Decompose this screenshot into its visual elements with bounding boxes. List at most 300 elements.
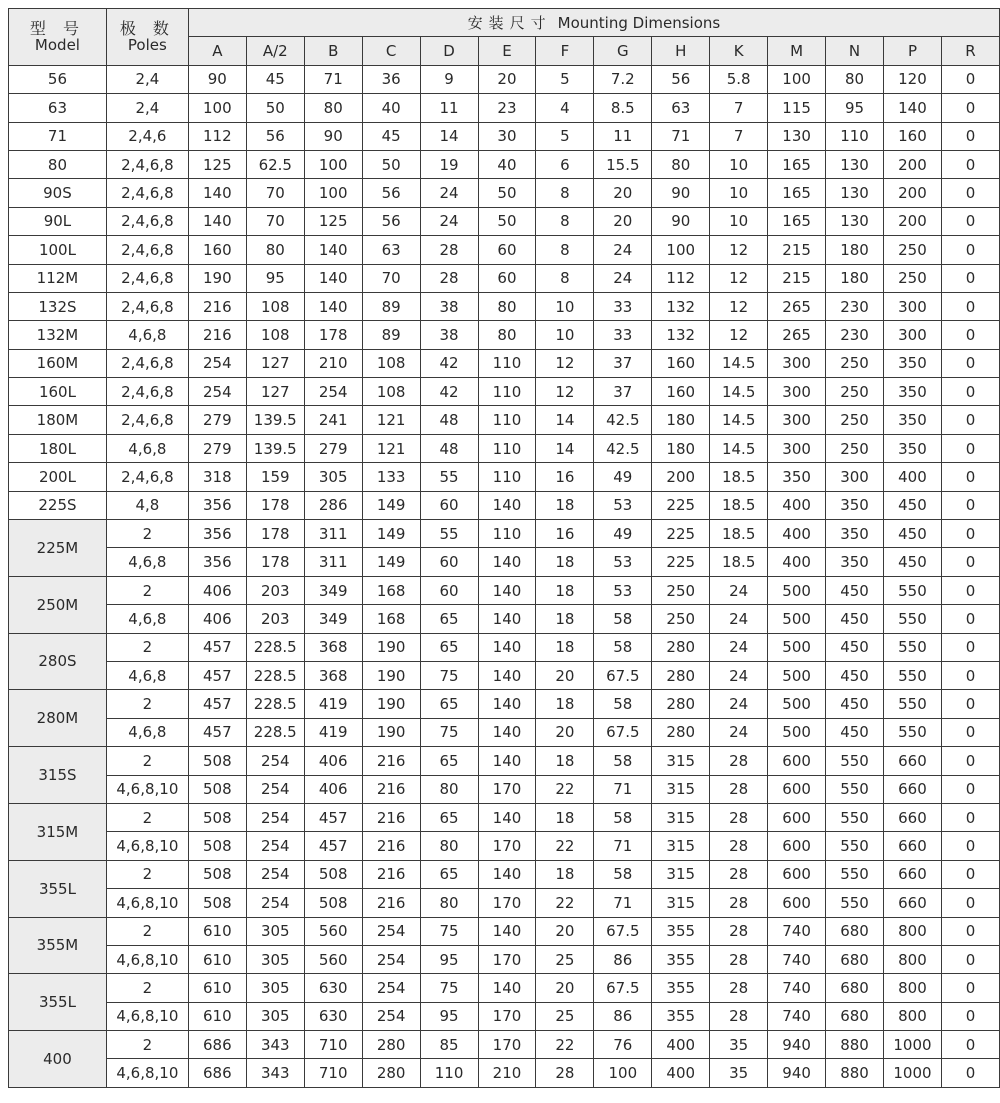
dimension-cell: 55: [420, 463, 478, 491]
dimension-cell: 203: [246, 576, 304, 604]
model-cell: 280M: [9, 690, 107, 747]
dimension-cell: 100: [304, 179, 362, 207]
dimension-cell: 28: [710, 945, 768, 973]
dimension-cell: 280: [652, 690, 710, 718]
dimension-cell: 160: [188, 236, 246, 264]
table-row: [9, 207, 1000, 235]
model-cell: 132M: [9, 321, 107, 349]
model-cell: 355M: [9, 917, 107, 974]
dimension-cell: 48: [420, 406, 478, 434]
table-row: [9, 605, 1000, 633]
dimension-cell: 180: [652, 406, 710, 434]
dimension-cell: 112: [188, 122, 246, 150]
dimension-cell: 500: [768, 605, 826, 633]
dimension-cell: 125: [188, 150, 246, 178]
dimension-cell: 508: [188, 889, 246, 917]
dimension-cell: 450: [883, 548, 941, 576]
dimension-cell: 67.5: [594, 661, 652, 689]
model-cell: 90L: [9, 207, 107, 235]
dimension-cell: 170: [478, 945, 536, 973]
dimension-cell: 200: [883, 179, 941, 207]
dimension-cell: 315: [652, 860, 710, 888]
dimension-cell: 56: [362, 207, 420, 235]
poles-cell: 2: [106, 576, 188, 604]
dimension-cell: 86: [594, 1002, 652, 1030]
column-header-cell: R: [941, 37, 999, 65]
dimension-cell: 0: [941, 520, 999, 548]
dimension-cell: 80: [652, 150, 710, 178]
dimension-cell: 90: [188, 65, 246, 93]
dimension-cell: 250: [826, 378, 884, 406]
dimension-cell: 65: [420, 633, 478, 661]
dimension-cell: 216: [362, 803, 420, 831]
dimension-cell: 600: [768, 889, 826, 917]
dimension-cell: 28: [710, 803, 768, 831]
dimension-cell: 550: [883, 718, 941, 746]
poles-cell: 4,6,8: [106, 434, 188, 462]
dimension-cell: 58: [594, 690, 652, 718]
dimension-cell: 400: [768, 548, 826, 576]
table-row: [9, 434, 1000, 462]
dimension-cell: 254: [362, 945, 420, 973]
dimension-cell: 10: [710, 179, 768, 207]
dimension-cell: 20: [536, 661, 594, 689]
dimension-cell: 450: [826, 661, 884, 689]
dimension-cell: 14.5: [710, 434, 768, 462]
dimension-cell: 170: [478, 1031, 536, 1059]
dimension-cell: 305: [246, 974, 304, 1002]
table-row: [9, 65, 1000, 93]
dimension-cell: 740: [768, 1002, 826, 1030]
dimension-cell: 58: [594, 747, 652, 775]
dimension-cell: 300: [768, 406, 826, 434]
dimension-cell: 112: [652, 264, 710, 292]
dimension-cell: 680: [826, 1002, 884, 1030]
dimension-cell: 67.5: [594, 974, 652, 1002]
table-row: [9, 321, 1000, 349]
dimension-cell: 710: [304, 1031, 362, 1059]
dimension-cell: 22: [536, 889, 594, 917]
dimension-cell: 23: [478, 94, 536, 122]
dimension-cell: 62.5: [246, 150, 304, 178]
dimension-cell: 58: [594, 803, 652, 831]
dimension-cell: 610: [188, 945, 246, 973]
dimension-cell: 90: [304, 122, 362, 150]
dimension-cell: 140: [478, 860, 536, 888]
dimension-cell: 36: [362, 65, 420, 93]
dimension-cell: 60: [420, 491, 478, 519]
dimension-cell: 18: [536, 803, 594, 831]
dimension-cell: 28: [710, 747, 768, 775]
model-cell: 200L: [9, 463, 107, 491]
dimension-cell: 80: [478, 292, 536, 320]
poles-header-cn: 极 数: [119, 18, 175, 38]
dimension-cell: 400: [652, 1059, 710, 1087]
dimension-cell: 60: [420, 548, 478, 576]
dimension-cell: 225: [652, 548, 710, 576]
dimension-cell: 200: [883, 150, 941, 178]
model-cell: 225S: [9, 491, 107, 519]
dimension-cell: 610: [188, 917, 246, 945]
dimension-cell: 180: [652, 434, 710, 462]
dimension-cell: 8: [536, 264, 594, 292]
table-row: [9, 520, 1000, 548]
dimension-cell: 0: [941, 264, 999, 292]
dimension-cell: 300: [768, 434, 826, 462]
poles-cell: 2: [106, 1031, 188, 1059]
dimension-cell: 18: [536, 633, 594, 661]
dimension-cell: 28: [710, 889, 768, 917]
dimension-cell: 50: [362, 150, 420, 178]
dimension-cell: 170: [478, 889, 536, 917]
dimension-cell: 508: [304, 889, 362, 917]
table-row: [9, 832, 1000, 860]
dimension-cell: 60: [420, 576, 478, 604]
dimension-cell: 686: [188, 1059, 246, 1087]
dimension-cell: 305: [304, 463, 362, 491]
poles-cell: 4,6,8: [106, 661, 188, 689]
dimension-cell: 14.5: [710, 378, 768, 406]
dimension-cell: 400: [768, 520, 826, 548]
dimension-cell: 450: [826, 605, 884, 633]
dimension-cell: 0: [941, 718, 999, 746]
dimension-cell: 215: [768, 236, 826, 264]
dimension-cell: 168: [362, 576, 420, 604]
dimension-cell: 7: [710, 94, 768, 122]
dimension-cell: 24: [710, 576, 768, 604]
dimension-cell: 53: [594, 491, 652, 519]
table-row: [9, 974, 1000, 1002]
column-header-cell: A/2: [246, 37, 304, 65]
dimension-cell: 18.5: [710, 463, 768, 491]
dimension-cell: 0: [941, 207, 999, 235]
dimension-cell: 280: [652, 633, 710, 661]
dimension-cell: 800: [883, 945, 941, 973]
dimension-cell: 686: [188, 1031, 246, 1059]
dimension-cell: 190: [188, 264, 246, 292]
dimension-cell: 35: [710, 1059, 768, 1087]
dimension-cell: 250: [826, 434, 884, 462]
dimension-cell: 500: [768, 718, 826, 746]
dimension-cell: 630: [304, 974, 362, 1002]
dimension-cell: 0: [941, 122, 999, 150]
dimension-cell: 0: [941, 661, 999, 689]
dimension-cell: 22: [536, 1031, 594, 1059]
poles-cell: 2,4,6,8: [106, 463, 188, 491]
dimension-cell: 33: [594, 321, 652, 349]
dimension-cell: 457: [188, 690, 246, 718]
dimension-cell: 130: [826, 179, 884, 207]
table-row: [9, 917, 1000, 945]
dimension-cell: 250: [883, 236, 941, 264]
dimension-cell: 24: [420, 179, 478, 207]
dimension-cell: 508: [188, 775, 246, 803]
poles-cell: 2,4,6,8: [106, 378, 188, 406]
dimension-cell: 216: [362, 889, 420, 917]
dimension-cell: 0: [941, 889, 999, 917]
dimension-cell: 600: [768, 747, 826, 775]
model-header: [9, 9, 107, 66]
table-row: [9, 122, 1000, 150]
dimension-cell: 180: [826, 236, 884, 264]
dimension-cell: 0: [941, 292, 999, 320]
table-row: [9, 661, 1000, 689]
dimension-cell: 5: [536, 122, 594, 150]
dimension-cell: 560: [304, 945, 362, 973]
poles-cell: 4,6,8: [106, 321, 188, 349]
dimension-cell: 343: [246, 1059, 304, 1087]
dimension-cell: 24: [710, 718, 768, 746]
dimension-cell: 800: [883, 974, 941, 1002]
column-header-cell: F: [536, 37, 594, 65]
dimension-cell: 140: [478, 576, 536, 604]
dimension-cell: 216: [188, 292, 246, 320]
column-header-cell: C: [362, 37, 420, 65]
dimension-cell: 86: [594, 945, 652, 973]
model-cell: 400: [9, 1031, 107, 1088]
model-header-cn: 型 号: [29, 18, 85, 38]
dimension-cell: 75: [420, 661, 478, 689]
dimension-cell: 4: [536, 94, 594, 122]
dimension-cell: 140: [478, 974, 536, 1002]
table-row: [9, 1031, 1000, 1059]
dimension-cell: 550: [826, 832, 884, 860]
dimension-cell: 0: [941, 349, 999, 377]
dimension-cell: 139.5: [246, 406, 304, 434]
dimension-cell: 65: [420, 860, 478, 888]
model-header-en: Model: [34, 35, 80, 54]
dimension-cell: 660: [883, 747, 941, 775]
dimension-cell: 350: [768, 463, 826, 491]
poles-cell: 4,6,8,10: [106, 1059, 188, 1087]
poles-cell: 2,4,6,8: [106, 207, 188, 235]
dimension-cell: 37: [594, 378, 652, 406]
table-row: [9, 1059, 1000, 1087]
table-row: [9, 264, 1000, 292]
dimension-cell: 230: [826, 292, 884, 320]
poles-cell: 4,6,8,10: [106, 889, 188, 917]
dimension-cell: 140: [478, 917, 536, 945]
dimension-cell: 315: [652, 775, 710, 803]
dimension-cell: 300: [883, 292, 941, 320]
dimension-cell: 311: [304, 548, 362, 576]
dimension-cell: 0: [941, 321, 999, 349]
dimension-cell: 350: [883, 406, 941, 434]
dimension-cell: 350: [883, 434, 941, 462]
dimension-cell: 228.5: [246, 718, 304, 746]
dimension-cell: 20: [536, 917, 594, 945]
dimension-cell: 14: [536, 406, 594, 434]
dimension-cell: 140: [304, 236, 362, 264]
dimension-cell: 18: [536, 491, 594, 519]
dimension-cell: 10: [710, 207, 768, 235]
dimension-cell: 300: [883, 321, 941, 349]
dimension-cell: 508: [188, 747, 246, 775]
dimension-cell: 8: [536, 179, 594, 207]
dimension-cell: 127: [246, 349, 304, 377]
model-cell: 160M: [9, 349, 107, 377]
dimension-cell: 457: [304, 832, 362, 860]
dimension-cell: 58: [594, 605, 652, 633]
dimension-cell: 610: [188, 1002, 246, 1030]
dimension-cell: 0: [941, 803, 999, 831]
column-header-cell: D: [420, 37, 478, 65]
dimension-cell: 0: [941, 1031, 999, 1059]
model-cell: 112M: [9, 264, 107, 292]
dimension-cell: 80: [420, 832, 478, 860]
dimension-cell: 350: [883, 378, 941, 406]
poles-cell: 2: [106, 917, 188, 945]
dimension-cell: 190: [362, 690, 420, 718]
poles-cell: 2,4,6,8: [106, 349, 188, 377]
table-row: [9, 945, 1000, 973]
dimension-cell: 0: [941, 65, 999, 93]
dimension-cell: 1000: [883, 1059, 941, 1087]
dimension-cell: 100: [652, 236, 710, 264]
dimension-cell: 630: [304, 1002, 362, 1030]
dimension-cell: 0: [941, 463, 999, 491]
dimension-cell: 0: [941, 917, 999, 945]
dimension-cell: 0: [941, 974, 999, 1002]
dimension-cell: 50: [246, 94, 304, 122]
dimension-cell: 0: [941, 633, 999, 661]
poles-cell: 2,4,6,8: [106, 236, 188, 264]
dimension-cell: 200: [652, 463, 710, 491]
dimension-cell: 67.5: [594, 718, 652, 746]
dimension-cell: 228.5: [246, 633, 304, 661]
dimension-cell: 71: [594, 889, 652, 917]
dimension-cell: 0: [941, 945, 999, 973]
dimension-cell: 19: [420, 150, 478, 178]
dimension-cell: 178: [246, 548, 304, 576]
dimension-cell: 11: [594, 122, 652, 150]
table-row: [9, 633, 1000, 661]
column-header-cell: H: [652, 37, 710, 65]
model-cell: 132S: [9, 292, 107, 320]
dimension-cell: 18: [536, 860, 594, 888]
dimension-cell: 0: [941, 747, 999, 775]
dimension-cell: 70: [246, 207, 304, 235]
dimension-cell: 24: [710, 605, 768, 633]
dimension-cell: 8.5: [594, 94, 652, 122]
mounting-dimensions-header-en: Mounting Dimensions: [557, 13, 721, 32]
dimension-cell: 50: [478, 207, 536, 235]
dimension-cell: 600: [768, 803, 826, 831]
dimension-cell: 279: [188, 434, 246, 462]
dimension-cell: 7.2: [594, 65, 652, 93]
poles-cell: 4,6,8,10: [106, 775, 188, 803]
poles-cell: 2: [106, 690, 188, 718]
dimension-cell: 0: [941, 491, 999, 519]
dimension-cell: 140: [478, 690, 536, 718]
dimension-cell: 40: [478, 150, 536, 178]
table-row: [9, 1002, 1000, 1030]
dimension-cell: 58: [594, 860, 652, 888]
dimension-cell: 6: [536, 150, 594, 178]
poles-cell: 4,6,8,10: [106, 945, 188, 973]
dimension-cell: 71: [652, 122, 710, 150]
dimension-cell: 14: [536, 434, 594, 462]
dimension-cell: 12: [536, 349, 594, 377]
dimension-cell: 250: [652, 576, 710, 604]
dimension-cell: 28: [536, 1059, 594, 1087]
dimension-cell: 254: [246, 775, 304, 803]
dimension-cell: 40: [362, 94, 420, 122]
dimension-cell: 230: [826, 321, 884, 349]
dimension-cell: 500: [768, 576, 826, 604]
dimension-cell: 18.5: [710, 548, 768, 576]
table-row: [9, 349, 1000, 377]
dimension-cell: 108: [246, 321, 304, 349]
dimension-cell: 58: [594, 633, 652, 661]
dimension-cell: 140: [188, 207, 246, 235]
dimension-cell: 450: [883, 520, 941, 548]
dimension-cell: 680: [826, 974, 884, 1002]
dimension-cell: 550: [883, 661, 941, 689]
dimension-cell: 95: [826, 94, 884, 122]
dimension-cell: 121: [362, 406, 420, 434]
dimension-cell: 132: [652, 292, 710, 320]
dimension-cell: 80: [420, 775, 478, 803]
dimension-cell: 5: [536, 65, 594, 93]
dimension-cell: 108: [362, 378, 420, 406]
dimension-cell: 305: [246, 917, 304, 945]
dimension-cell: 63: [362, 236, 420, 264]
dimension-cell: 168: [362, 605, 420, 633]
dimension-cell: 9: [420, 65, 478, 93]
dimension-cell: 18.5: [710, 520, 768, 548]
dimension-cell: 660: [883, 775, 941, 803]
dimension-cell: 49: [594, 463, 652, 491]
dimension-cell: 120: [883, 65, 941, 93]
dimension-cell: 0: [941, 775, 999, 803]
dimension-cell: 265: [768, 321, 826, 349]
dimension-cell: 349: [304, 605, 362, 633]
dimension-cell: 140: [478, 491, 536, 519]
dimension-cell: 5.8: [710, 65, 768, 93]
dimension-cell: 60: [478, 236, 536, 264]
dimension-cell: 190: [362, 633, 420, 661]
dimension-cell: 457: [188, 718, 246, 746]
dimension-cell: 600: [768, 832, 826, 860]
dimension-cell: 940: [768, 1031, 826, 1059]
model-cell: 315M: [9, 803, 107, 860]
dimension-cell: 149: [362, 491, 420, 519]
table-row: [9, 150, 1000, 178]
dimension-cell: 140: [883, 94, 941, 122]
table-row: [9, 491, 1000, 519]
dimension-cell: 170: [478, 832, 536, 860]
table-row: [9, 803, 1000, 831]
dimension-cell: 0: [941, 605, 999, 633]
dimension-cell: 85: [420, 1031, 478, 1059]
dimension-cell: 254: [246, 889, 304, 917]
poles-cell: 2,4,6,8: [106, 406, 188, 434]
dimension-cell: 508: [188, 860, 246, 888]
dimension-cell: 28: [710, 974, 768, 1002]
dimension-cell: 22: [536, 775, 594, 803]
dimension-cell: 450: [826, 576, 884, 604]
dimension-cell: 250: [652, 605, 710, 633]
dimension-cell: 42.5: [594, 406, 652, 434]
dimension-cell: 279: [188, 406, 246, 434]
dimension-cell: 24: [710, 633, 768, 661]
dimension-cell: 110: [478, 378, 536, 406]
dimension-cell: 250: [826, 406, 884, 434]
dimension-cell: 254: [188, 378, 246, 406]
dimension-cell: 75: [420, 917, 478, 945]
dimension-cell: 18.5: [710, 491, 768, 519]
